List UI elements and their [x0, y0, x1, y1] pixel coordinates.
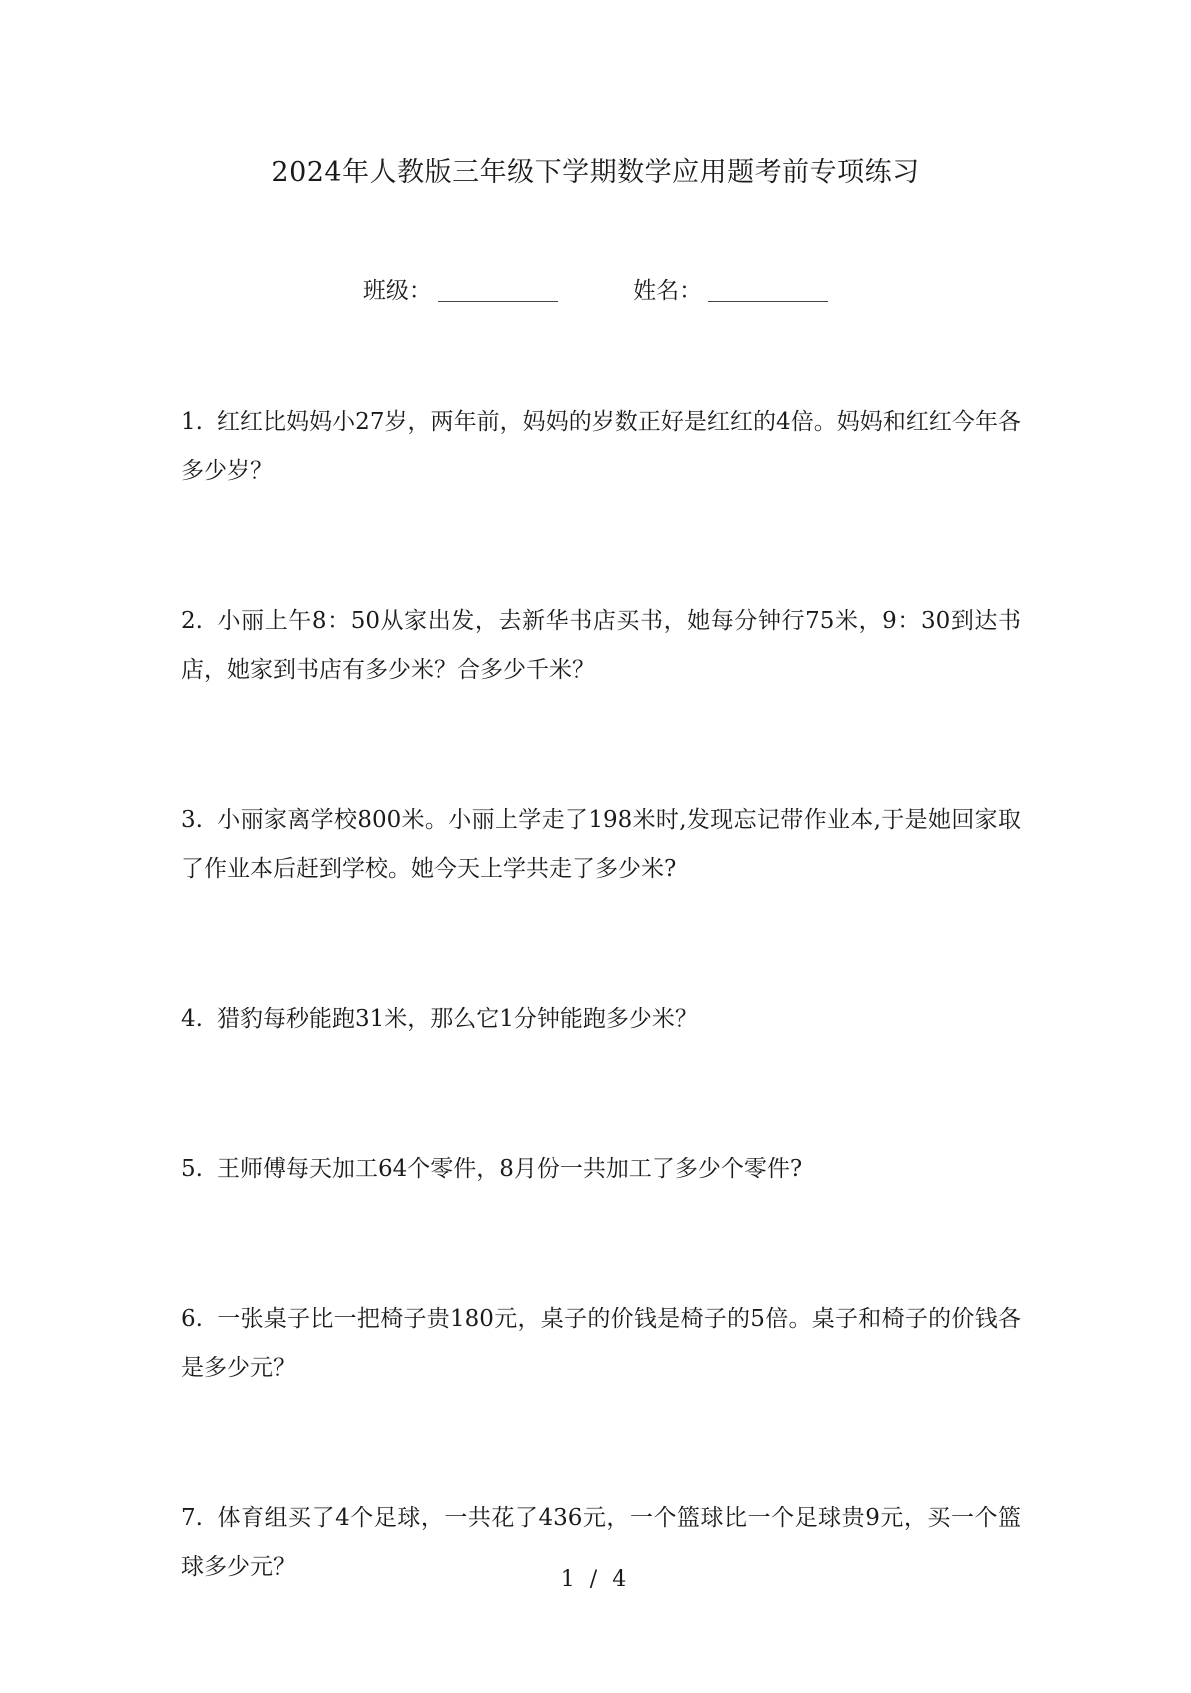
page-title: 2024年人教版三年级下学期数学应用题考前专项练习	[271, 157, 920, 188]
class-label: 班级：	[362, 278, 432, 304]
student-info-row	[0, 272, 1191, 305]
question-number: 4.	[181, 1006, 203, 1032]
question-5	[181, 1145, 1021, 1194]
question-text: 红红比妈妈小27岁，两年前，妈妈的岁数正好是红红的4倍。妈妈和红红今年各多少岁？	[181, 409, 1021, 484]
page-indicator: 1 / 4	[560, 1567, 631, 1592]
class-blank[interactable]	[438, 279, 558, 302]
question-number: 7.	[181, 1505, 203, 1531]
question-number: 1.	[181, 409, 203, 435]
question-3	[181, 796, 1021, 894]
question-text: 王师傅每天加工64个零件，8月份一共加工了多少个零件?	[216, 1156, 803, 1182]
question-1	[181, 398, 1021, 496]
question-text: 小丽家离学校800米。小丽上学走了198米时,发现忘记带作业本,于是她回家取了作业本后赶到学校。她今天上学共走了多少米?	[181, 807, 1021, 882]
question-text: 猎豹每秒能跑31米，那么它1分钟能跑多少米？	[216, 1006, 698, 1032]
name-label: 姓名：	[633, 278, 703, 304]
question-number: 3.	[181, 807, 203, 833]
question-number: 5.	[181, 1156, 203, 1182]
question-text: 小丽上午8：50从家出发，去新华书店买书，她每分钟行75米，9：30到达书店，她家到书店有多少米？合多少千米？	[181, 608, 1021, 683]
question-list	[181, 398, 1021, 1693]
name-blank[interactable]	[708, 279, 828, 302]
question-number: 2.	[181, 608, 203, 634]
question-number: 6.	[181, 1306, 203, 1332]
question-text: 体育组买了4个足球，一共花了436元，一个篮球比一个足球贵9元，买一个篮球多少元？	[181, 1505, 1021, 1580]
class-field	[363, 272, 558, 305]
name-field	[633, 272, 828, 305]
question-6	[181, 1295, 1021, 1393]
question-2	[181, 597, 1021, 695]
question-text: 一张桌子比一把椅子贵180元，桌子的价钱是椅子的5倍。桌子和椅子的价钱各是多少元？	[181, 1306, 1021, 1381]
question-4	[181, 995, 1021, 1044]
